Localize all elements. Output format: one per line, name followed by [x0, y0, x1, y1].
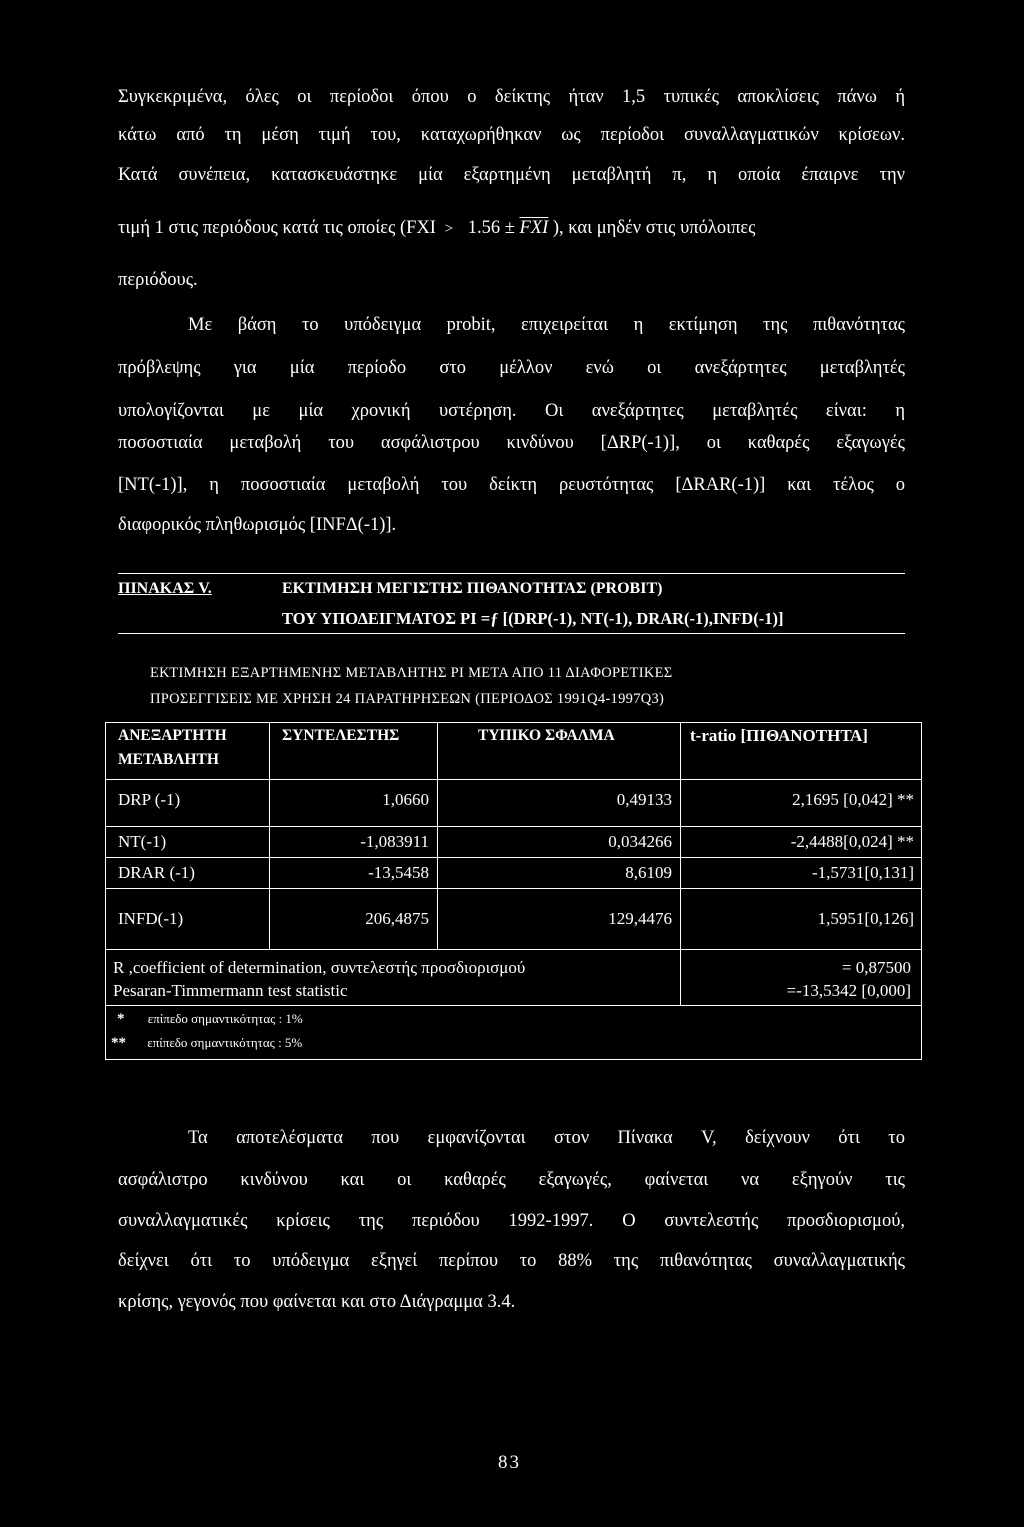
table-cell-t-ratio: -1,5731[0,131] [812, 863, 914, 882]
pesaran-timmermann-value: =-13,5342 [0,000] [786, 981, 911, 1000]
row-divider [105, 1059, 922, 1060]
text-line-part: ), και μηδέν στις υπόλοιπες [552, 218, 756, 238]
note-text: επίπεδο σημαντικότητας : 1% [147, 1011, 303, 1026]
significance-note [117, 1011, 303, 1028]
text-line: Συγκεκριμένα, όλες οι περίοδοι όπου ο δείκτης ήταν 1,5 τυπικές αποκλίσεις πάνω ή [118, 87, 905, 107]
table-cell-coefficient: 1,0660 [382, 790, 429, 809]
table-cell-coefficient: -13,5458 [368, 863, 429, 882]
significance-note [111, 1035, 302, 1052]
row-divider [105, 826, 922, 827]
text-line-part: τιμή 1 στις περιόδους κατά τις οποίες (FXI [118, 218, 436, 238]
row-divider [105, 888, 922, 889]
text-line: υπολογίζονται με μία χρονική υστέρηση. Οι ανεξάρτητες μεταβλητές είναι: η [118, 401, 905, 421]
header-standard-error: ΤΥΠΙΚΟ ΣΦΑΛΜΑ [478, 727, 615, 744]
table-cell-standard-error: 129,4476 [608, 909, 672, 928]
table-cell-standard-error: 0,034266 [608, 832, 672, 851]
table-title-line: ΕΚΤΙΜΗΣΗ ΜΕΓΙΣΤΗΣ ΠΙΘΑΝΟΤΗΤΑΣ (PROBIT) [282, 580, 663, 597]
text-line: Τα αποτελέσματα που εμφανίζονται στον Πίνακα V, δείχνουν ότι το [188, 1128, 905, 1148]
text-line: Κατά συνέπεια, κατασκευάστηκε μία εξαρτημένη μεταβλητή π, η οποία έπαιρνε την [118, 165, 905, 185]
text-line: ποσοστιαία μεταβολή του ασφάλιστρου κινδύνου [ΔRP(-1)], οι καθαρές εξαγωγές [118, 433, 905, 453]
table-border-left [105, 722, 106, 1060]
table-subtitle-line: ΕΚΤΙΜΗΣΗ ΕΞΑΡΤΗΜΕΝΗΣ ΜΕΤΑΒΛΗΤΗΣ PI ΜΕΤΑ ΑΠΟ 11 ΔΙΑΦΟΡΕΤΙΚΕΣ [150, 665, 673, 681]
header-t-ratio: t-ratio [ΠΙΘΑΝΟΤΗΤΑ] [690, 726, 868, 745]
text-line: Με βάση το υπόδειγμα probit, επιχειρείται η εκτίμηση της πιθανότητας [188, 315, 905, 335]
title-top-rule [118, 573, 905, 574]
text-line: συναλλαγματικές κρίσεις της περιόδου 1992-1997. Ο συντελεστής προσδιορισμού, [118, 1211, 905, 1231]
table-cell-coefficient: -1,083911 [360, 832, 429, 851]
text-line: ασφάλιστρο κινδύνου και οι καθαρές εξαγωγές, φαίνεται να εξηγούν τις [118, 1170, 905, 1190]
r-squared-value: = 0,87500 [841, 958, 911, 977]
text-line: διαφορικός πληθωρισμός [INFΔ(-1)]. [118, 515, 397, 535]
row-divider [105, 1005, 922, 1006]
note-text: επίπεδο σημαντικότητας : 5% [147, 1035, 303, 1050]
text-line: πρόβλεψης για μία περίοδο στο μέλλον ενώ οι ανεξάρτητες μεταβλητές [118, 358, 905, 378]
header-variable: ΜΕΤΑΒΛΗΤΗ [118, 751, 219, 768]
text-line: κρίσης, γεγονός που φαίνεται και στο Διάγραμμα 3.4. [118, 1292, 516, 1312]
text-line-formula [118, 210, 756, 247]
r-squared-label: R ,coefficient of determination, συντελεστής προσδιορισμού [113, 958, 526, 977]
table-cell-t-ratio: 2,1695 [0,042] ** [792, 790, 914, 809]
fxi-mean-symbol: $\overline{FXI}$ [519, 218, 549, 238]
row-divider [105, 722, 922, 723]
table-title-line: ΤΟΥ ΥΠΟΔΕΙΓΜΑΤΟΣ PI =ƒ [(DRP(-1), NT(-1), DRAR(-1),INFD(-1)] [282, 609, 784, 628]
row-divider [105, 857, 922, 858]
table-cell-t-ratio: 1,5951[0,126] [817, 909, 914, 928]
header-coefficient: ΣΥΝΤΕΛΕΣΤΗΣ [282, 727, 400, 744]
text-line: δείχνει ότι το υπόδειγμα εξηγεί περίπου το 88% της πιθανότητας συναλλαγματικής [118, 1251, 905, 1271]
table-cell-variable: NT(-1) [118, 832, 167, 851]
page-number: 83 [498, 1452, 521, 1473]
table-cell-variable: INFD(-1) [118, 909, 184, 928]
row-divider [105, 779, 922, 780]
text-line: [NT(-1)], η ποσοστιαία μεταβολή του δείκτη ρευστότητας [ΔRAR(-1)] και τέλος ο [118, 475, 905, 495]
row-divider [105, 949, 922, 950]
table-cell-standard-error: 0,49133 [616, 790, 672, 809]
text-line: περιόδους. [118, 270, 198, 290]
table-label: ΠΙΝΑΚΑΣ V. [118, 580, 212, 597]
note-mark: ** [111, 1035, 126, 1051]
table-cell-coefficient: 206,4875 [365, 909, 429, 928]
note-mark: * [117, 1011, 125, 1027]
text-line: κάτω από τη μέση τιμή του, καταχωρήθηκαν ως περίοδοι συναλλαγματικών κρίσεων. [118, 125, 905, 145]
pesaran-timmermann-label: Pesaran-Timmermann test statistic [113, 981, 348, 1000]
table-cell-variable: DRP (-1) [118, 790, 181, 809]
title-bottom-rule [118, 633, 905, 634]
table-cell-variable: DRAR (-1) [118, 863, 195, 882]
table-border-right [921, 722, 922, 1060]
table-cell-standard-error: 8,6109 [625, 863, 672, 882]
formula-number: 1.56 ± [467, 218, 515, 238]
header-variable: ΑΝΕΞΑΡΤΗΤΗ [118, 727, 227, 744]
table-cell-t-ratio: -2,4488[0,024] ** [790, 832, 914, 851]
table-subtitle-line: ΠΡΟΣΕΓΓΙΣΕΙΣ ΜΕ ΧΡΗΣΗ 24 ΠΑΡΑΤΗΡΗΣΕΩΝ (ΠΕΡΙΟΔΟΣ 1991Q4-1997Q3) [150, 691, 665, 707]
greater-than-symbol: > [444, 221, 454, 237]
